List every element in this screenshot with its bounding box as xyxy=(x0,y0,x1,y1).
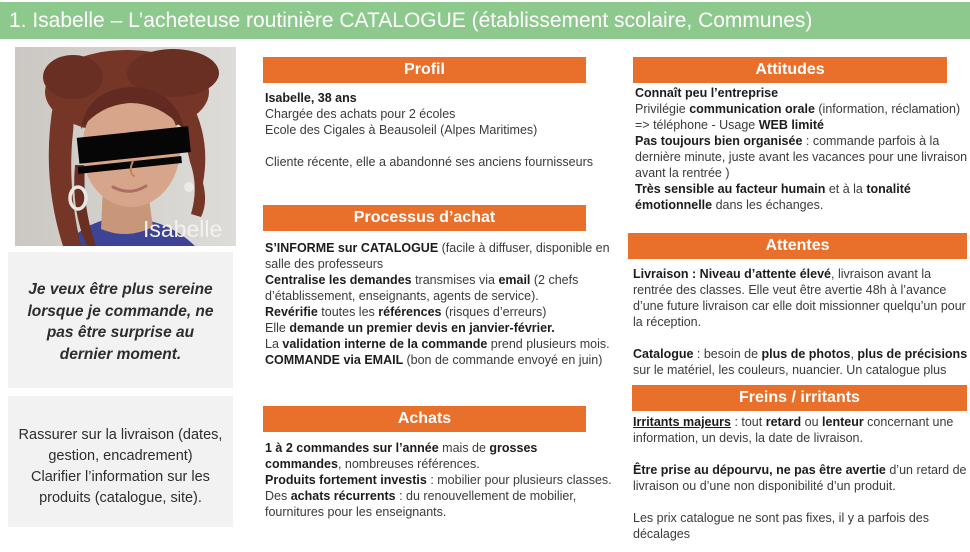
section-header-attentes: Attentes xyxy=(628,233,967,259)
text-paragraph: 1 à 2 commandes sur l’année mais de grosses commandes, nombreuses références. xyxy=(265,441,538,471)
text-paragraph: Les prix catalogue ne sont pas fixes, il y a parfois des décalages xyxy=(633,511,929,541)
text-paragraph: Chargée des achats pour 2 écoles xyxy=(265,107,456,121)
persona-goals-box xyxy=(8,396,233,527)
photo-name-label: Isabelle xyxy=(143,216,223,242)
text-paragraph: Irritants majeurs : tout retard ou lenteur concernant une information, un devis, la date de livraison. xyxy=(633,415,954,445)
section-header-profil: Profil xyxy=(263,57,586,83)
persona-quote-box xyxy=(8,252,233,388)
text-paragraph: Catalogue : besoin de plus de photos, plus de précisions sur le matériel, les couleurs, nuancier. Un catalogue plus xyxy=(633,347,968,377)
goal-line-2: Clarifier l’information sur les produits (catalogue, site). xyxy=(31,469,210,506)
section-body-achats xyxy=(265,440,617,520)
section-body-profil xyxy=(265,90,615,170)
section-header-achats: Achats xyxy=(263,406,586,432)
section-header-processus-achat: Processus d’achat xyxy=(263,205,586,231)
text-paragraph: Livraison : Niveau d’attente élevé, livraison avant la rentrée des classes. Elle veut être avertie 48h à l’avance d’une future livraison car elle doit missionner quelqu’un pour la réception. xyxy=(633,267,966,329)
text-paragraph: COMMANDE via EMAIL (bon de commande envoyé en juin) xyxy=(265,353,603,367)
text-paragraph: Privilégie communication orale (information, réclamation) => téléphone - Usage WEB limité xyxy=(635,102,961,132)
persona-photo-illustration xyxy=(15,47,236,246)
section-body-attitudes xyxy=(635,85,970,213)
text-paragraph: Pas toujours bien organisée : commande parfois à la dernière minute, juste avant les vacances pour une livraison avant la rentrée ) xyxy=(635,134,968,180)
text-paragraph: Des achats récurrents : du renouvellement de mobilier, fournitures pour les enseignants. xyxy=(265,489,577,519)
text-paragraph: Elle demande un premier devis en janvier-février. xyxy=(265,321,555,335)
section-body-processus-achat xyxy=(265,240,617,368)
section-body-freins-irritants xyxy=(633,414,969,542)
persona-quote: Je veux être plus sereine lorsque je commande, ne pas être surprise au dernier moment. xyxy=(27,281,214,363)
text-paragraph: Centralise les demandes transmises via email (2 chefs d’établissement, enseignants, agents de service). xyxy=(265,273,579,303)
text-paragraph: Ecole des Cigales à Beausoleil (Alpes Maritimes) xyxy=(265,123,538,137)
text-paragraph: La validation interne de la commande prend plusieurs mois. xyxy=(265,337,610,351)
slide-title: 1. Isabelle – L’acheteuse routinière CATALOGUE (établissement scolaire, Communes) xyxy=(9,9,813,32)
text-paragraph: Produits fortement investis : mobilier pour plusieurs classes. xyxy=(265,473,612,487)
text-paragraph: S’INFORME sur CATALOGUE (facile à diffuser, disponible en salle des professeurs xyxy=(265,241,610,271)
earring-right xyxy=(184,182,194,192)
section-body-attentes xyxy=(633,266,970,378)
text-paragraph: Très sensible au facteur humain et à la tonalité émotionnelle dans les échanges. xyxy=(635,182,911,212)
text-paragraph xyxy=(265,138,615,154)
section-header-attitudes: Attitudes xyxy=(633,57,947,83)
text-paragraph: Être prise au dépourvu, ne pas être avertie d’un retard de livraison ou d’une non disponibilité d’un produit. xyxy=(633,463,967,493)
goal-line-1: Rassurer sur la livraison (dates, gestion, encadrement) xyxy=(18,427,223,464)
section-header-freins-irritants: Freins / irritants xyxy=(632,385,967,411)
persona-photo xyxy=(15,47,236,246)
text-paragraph: Cliente récente, elle a abandonné ses anciens fournisseurs xyxy=(265,155,593,169)
text-paragraph xyxy=(633,330,970,346)
text-paragraph xyxy=(633,446,969,462)
text-paragraph xyxy=(633,494,969,510)
slide-title-banner xyxy=(0,2,970,39)
text-paragraph: Connaît peu l’entreprise xyxy=(635,86,779,100)
text-paragraph: Isabelle, 38 ans xyxy=(265,91,357,105)
text-paragraph: Revérifie toutes les références (risques d’erreurs) xyxy=(265,305,547,319)
